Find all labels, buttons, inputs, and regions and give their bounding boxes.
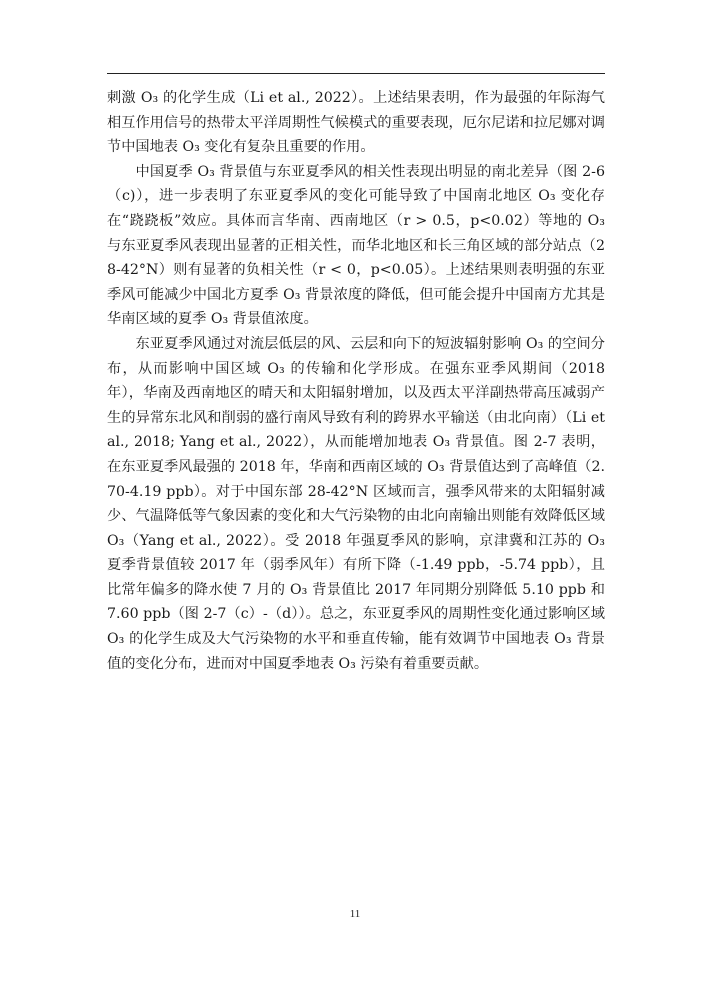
paragraph-monsoon-correlation: 中国夏季 O₃ 背景值与东亚夏季风的相关性表现出明显的南北差异（图 2-6（c)），进一步表明了东亚夏季风的变化可能导致了中国南北地区 O₃ 变化存在“跷跷板”效应。具体而言华南、西南地区（r > 0.5，p<0.02）等地的 O₃ 与东亚夏季风表现出显著的正相关性，而华北地区和长三角区域的部分站点（28-42°N）则有显著的负相关性（r < 0，p<0.05）。上述结果则表明强的东亚季风可能减少中国北方夏季 O₃ 背景浓度的降低，但可能会提升中国南方尤其是华南区域的夏季 O₃ 背景值浓度。: [107, 163, 605, 328]
page-number: 11: [349, 908, 361, 920]
paragraph-continuation: 刺激 O₃ 的化学生成（Li et al., 2022）。上述结果表明，作为最强的年际海气相互作用信号的热带太平洋周期性气候模式的重要表现，厄尔尼诺和拉尼娜对调节中国地表 O₃ 变化有复杂且重要的作用。: [107, 90, 605, 156]
paragraph-monsoon-mechanism: 东亚夏季风通过对流层低层的风、云层和向下的短波辐射影响 O₃ 的空间分布，从而影响中国区域 O₃ 的传输和化学形成。在强东亚季风期间（2018 年），华南及西南地区的晴天和太阳辐射增加，以及西太平洋副热带高压减弱产生的异常东北风和削弱的盛行南风导致有利的跨界水平输送（由北向南）（Li et al., 2018; Yang et al., 2022），从而能增加地表 O₃ 背景值。图 2-7 表明，在东亚夏季风最强的 2018 年，华南和西南区域的 O₃ 背景值达到了高峰值（2.70-4.19 ppb）。对于中国东部 28-42°N 区域而言，强季风带来的太阳辐射减少、气温降低等气象因素的变化和大气污染物的由北向南输出则能有效降低区域 O₃（Yang et al., 2022）。受 2018 年强夏季风的影响，京津冀和江苏的 O₃ 夏季背景值较 2017 年（弱季风年）有所下降（-1.49 ppb，-5.74 ppb），且比常年偏多的降水使 7 月的 O₃ 背景值比 2017 年同期分别降低 5.10 ppb 和 7.60 ppb（图 2-7（c）-（d））。总之，东亚夏季风的周期性变化通过影响区域 O₃ 的化学生成及大气污染物的水平和垂直传输，能有效调节中国地表 O₃ 背景值的变化分布，进而对中国夏季地表 O₃ 污染有着重要贡献。: [107, 335, 605, 672]
body-text: [107, 86, 605, 676]
header-rule: [107, 73, 605, 74]
